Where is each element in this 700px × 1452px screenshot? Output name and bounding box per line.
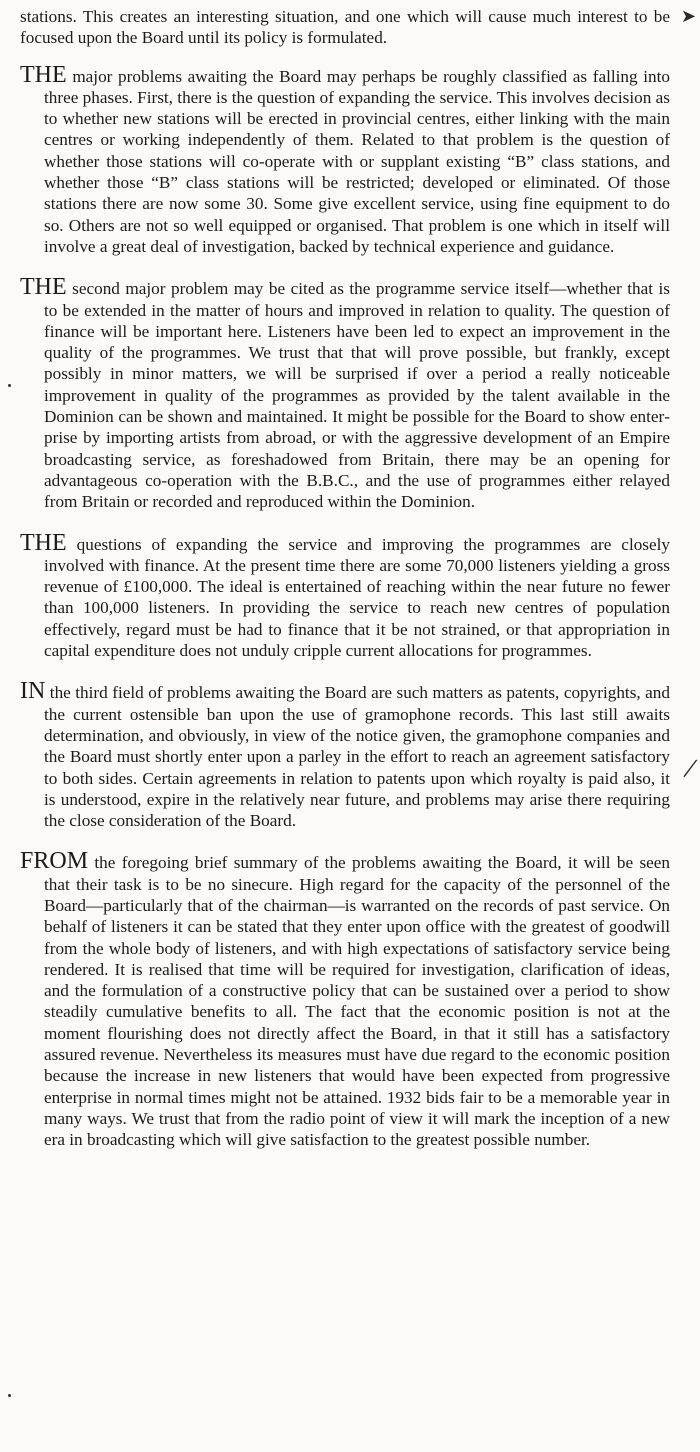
paragraph-text: stations. This creates an interesting situation, and one which will cause much interest to be focused upon the Board until its policy is formulated. <box>20 7 670 48</box>
paragraph-lead-word: THE <box>20 274 67 301</box>
paragraph-finance <box>20 531 670 662</box>
margin-mark-icon: ➤ <box>680 6 696 26</box>
paragraph-programme-service <box>20 275 670 512</box>
paragraph-continuation <box>20 6 670 49</box>
paragraph-text: the third field of problems awaiting the Board are such matters as patents, copyrights, and the current ostensible ban upon the use of gramophone records. This last still awaits determination, and obviously, in view of the notice given, the gramophone companies and the Board must shortly enter upon a parley in the effort to reach an agreement satisfactory to both sides. Certain agreements in relation to patents upon which royalty is paid also, it is understood, expire in the relatively near future, and problems may arise there requiring the close consideration of the Board. <box>44 683 670 831</box>
paragraph-text: questions of expanding the service and improving the programmes are closely involved with finance. At the present time there are some 70,000 listeners yielding a gross revenue of £100,000. The ideal is entertained of reaching within the near future no fewer than 100,000 listeners. In providing the service to reach new centres of population effectively, regard must be had to finance that it be not strained, or that appropriation in capital expenditure does not unduly cripple current allocations for programmes. <box>44 534 670 661</box>
paragraph-text: second major problem may be cited as the programme service itself—whether that is to be extended in the matter of hours and improved in relation to quality. The question of finance will be important here. Listeners have been led to expect an improvement in the quality of the programmes. We trust that that will prove possible, but frankly, except possibly in minor matters, we will be surprised if over a period a really noticeable improvement in quality of the programmes as provided by the talent available in the Dominion can be shown and maintained. It might be possible for the Board to show enterprise by importing artists from abroad, or with the aggressive development of an Empire broadcasting service, as foreshadowed from Britain, there may be an opening for advantageous co-operation with the B.B.C., and the use of programmes either relayed from Britain or recorded and reproduced within the Dominion. <box>44 279 670 512</box>
paragraph-summary <box>20 849 670 1150</box>
paragraph-patents <box>20 679 670 831</box>
paragraph-text: the foregoing brief summary of the problems awaiting the Board, it will be seen that their task is to be no sinecure. High regard for the capacity of the personnel of the Board—particularly that of the chairman—is warranted on the records of past service. On behalf of listeners it can be stated that they enter upon office with the greatest of goodwill from the whole body of listeners, and with high expectations of satisfactory service being rendered. It is realised that time will be required for investigation, clarification of ideas, and the formulation of a constructive policy that can be sustained over a period to show steadily cumulative benefits to all. The fact that the economic position is not at the moment flourishing does not directly affect the Board, in that it still has a satisfactory assured revenue. Nevertheless its measures must have due regard to the economic position because the increase in new listeners that would have been expected from progressive enterprise in normal times might not be attained. 1932 bids fair to be a memorable year in many ways. We trust that from the radio point of view it will mark the inception of a new era in broadcasting which will give satisfaction to the greatest possible number. <box>44 853 670 1150</box>
paragraph-lead-word: FROM <box>20 848 89 875</box>
pencil-stroke-icon: / <box>680 751 700 786</box>
paragraph-lead-word: THE <box>20 529 67 556</box>
paragraph-lead-word: IN <box>20 678 46 705</box>
paragraph-phases <box>20 63 670 258</box>
ink-dot-icon <box>8 384 11 387</box>
paragraph-lead-word: THE <box>20 61 67 88</box>
ink-dot-icon <box>8 1394 11 1397</box>
paragraph-text: major problems awaiting the Board may perhaps be roughly classified as falling into three phases. First, there is the question of expanding the service. This involves decision as to whether new stations will be erected in provincial centres, either linking with the main centres or working independently of them. Related to that problem is the question of whether those stations will co-operate with or supplant existing “B” class stations, and whether those “B” class stations will be restricted; developed or eliminated. Of those stations there are now some 30. Some give excellent service, using fine equipment to do so. Others are not so well equipped or organised. That problem is one which in itself will involve a great deal of investigation, backed by technical experience and guidance. <box>44 66 670 256</box>
